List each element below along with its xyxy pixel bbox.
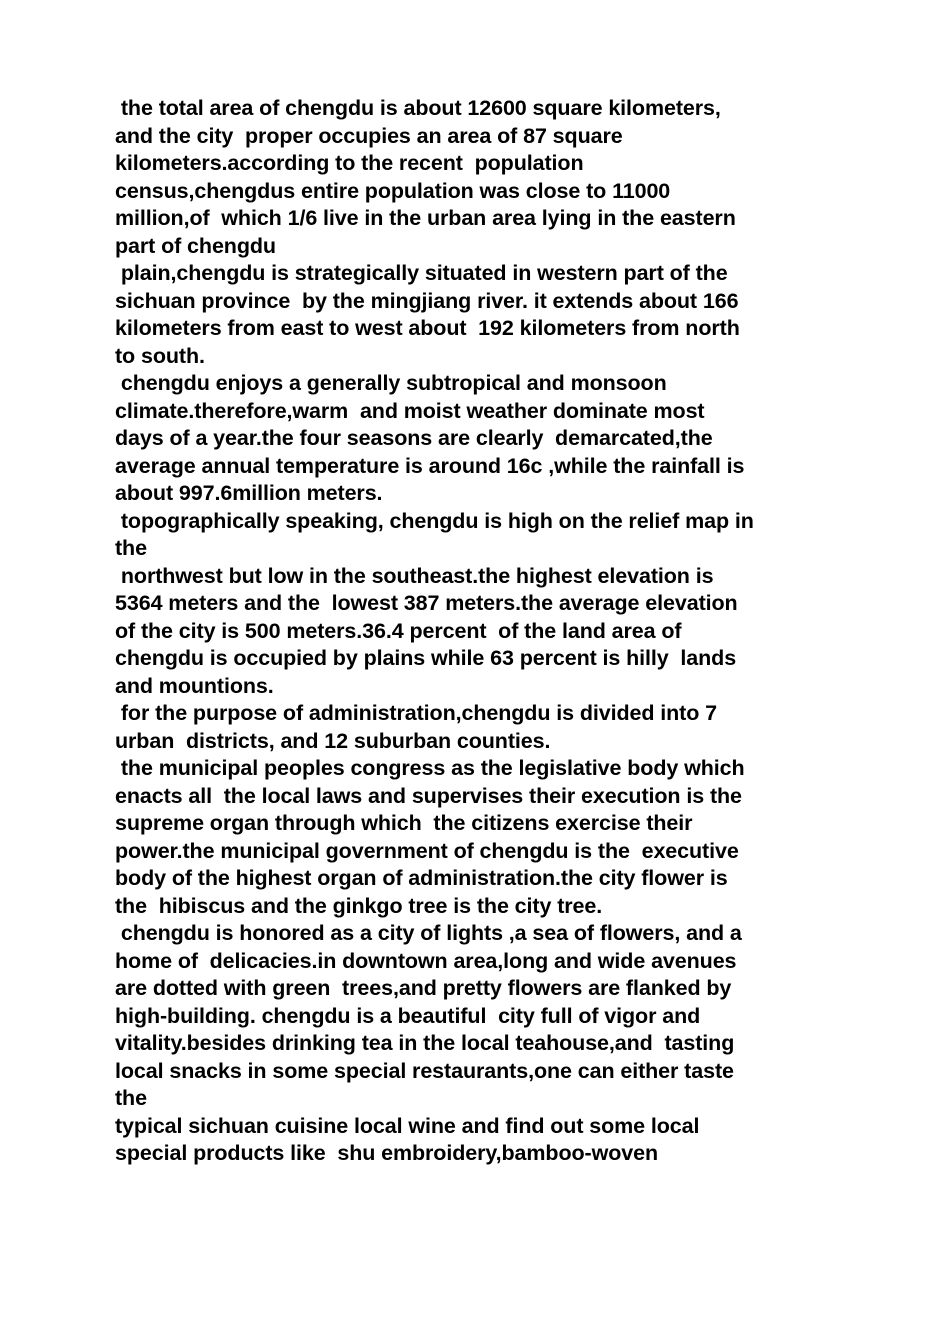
text-line: high-building. chengdu is a beautiful city full of vigor and	[115, 1003, 701, 1028]
text-line: for the purpose of administration,chengdu is divided into 7	[115, 701, 718, 725]
text-line: to south.	[115, 343, 205, 368]
text-line: of the city is 500 meters.36.4 percent of the land area of	[115, 618, 682, 643]
text-line: topographically speaking, chengdu is high on the relief map in	[115, 508, 754, 533]
text-line: the	[115, 1086, 147, 1110]
text-line: body of the highest organ of administration.the city flower is	[115, 866, 728, 890]
text-line: part of chengdu	[115, 233, 276, 258]
text-line: sichuan province by the mingjiang river. it extends about 166	[115, 288, 739, 313]
text-line: vitality.besides drinking tea in the local teahouse,and tasting	[115, 1031, 735, 1055]
text-line: the hibiscus and the ginkgo tree is the city tree.	[115, 893, 603, 918]
text-line: and the city proper occupies an area of 87 square	[115, 123, 623, 148]
text-line: climate.therefore,warm and moist weather dominate most	[115, 398, 705, 423]
text-line: chengdu is honored as a city of lights ,a sea of flowers, and a	[115, 921, 742, 945]
text-line: census,chengdus entire population was close to 11000	[115, 178, 671, 203]
text-line: northwest but low in the southeast.the highest elevation is	[115, 563, 714, 588]
text-line: home of delicacies.in downtown area,long and wide avenues	[115, 948, 737, 973]
text-line: chengdu is occupied by plains while 63 percent is hilly lands	[115, 646, 737, 670]
text-line: kilometers.according to the recent population	[115, 151, 584, 175]
body-text	[115, 95, 845, 1168]
text-line: the	[115, 536, 147, 560]
text-line: 5364 meters and the lowest 387 meters.the average elevation	[115, 591, 738, 615]
text-line: kilometers from east to west about 192 kilometers from north	[115, 316, 740, 340]
text-line: typical sichuan cuisine local wine and find out some local	[115, 1113, 700, 1138]
text-line: local snacks in some special restaurants,one can either taste	[115, 1058, 734, 1083]
text-line: chengdu enjoys a generally subtropical and monsoon	[115, 371, 667, 395]
text-line: are dotted with green trees,and pretty flowers are flanked by	[115, 976, 732, 1000]
text-line: average annual temperature is around 16c ,while the rainfall is	[115, 453, 745, 478]
text-line: the total area of chengdu is about 12600 square kilometers,	[115, 96, 721, 120]
text-line: million,of which 1/6 live in the urban area lying in the eastern	[115, 206, 736, 230]
text-line: and mountions.	[115, 673, 274, 698]
text-line: special products like shu embroidery,bamboo-woven	[115, 1141, 658, 1165]
text-line: urban districts, and 12 suburban counties.	[115, 728, 551, 753]
text-line: power.the municipal government of chengdu is the executive	[115, 838, 739, 863]
text-line: about 997.6million meters.	[115, 481, 383, 505]
text-line: enacts all the local laws and supervises their execution is the	[115, 783, 742, 808]
text-line: the municipal peoples congress as the legislative body which	[115, 756, 745, 780]
text-line: plain,chengdu is strategically situated in western part of the	[115, 261, 728, 285]
text-line: supreme organ through which the citizens exercise their	[115, 811, 693, 835]
text-line: days of a year.the four seasons are clearly demarcated,the	[115, 426, 713, 450]
